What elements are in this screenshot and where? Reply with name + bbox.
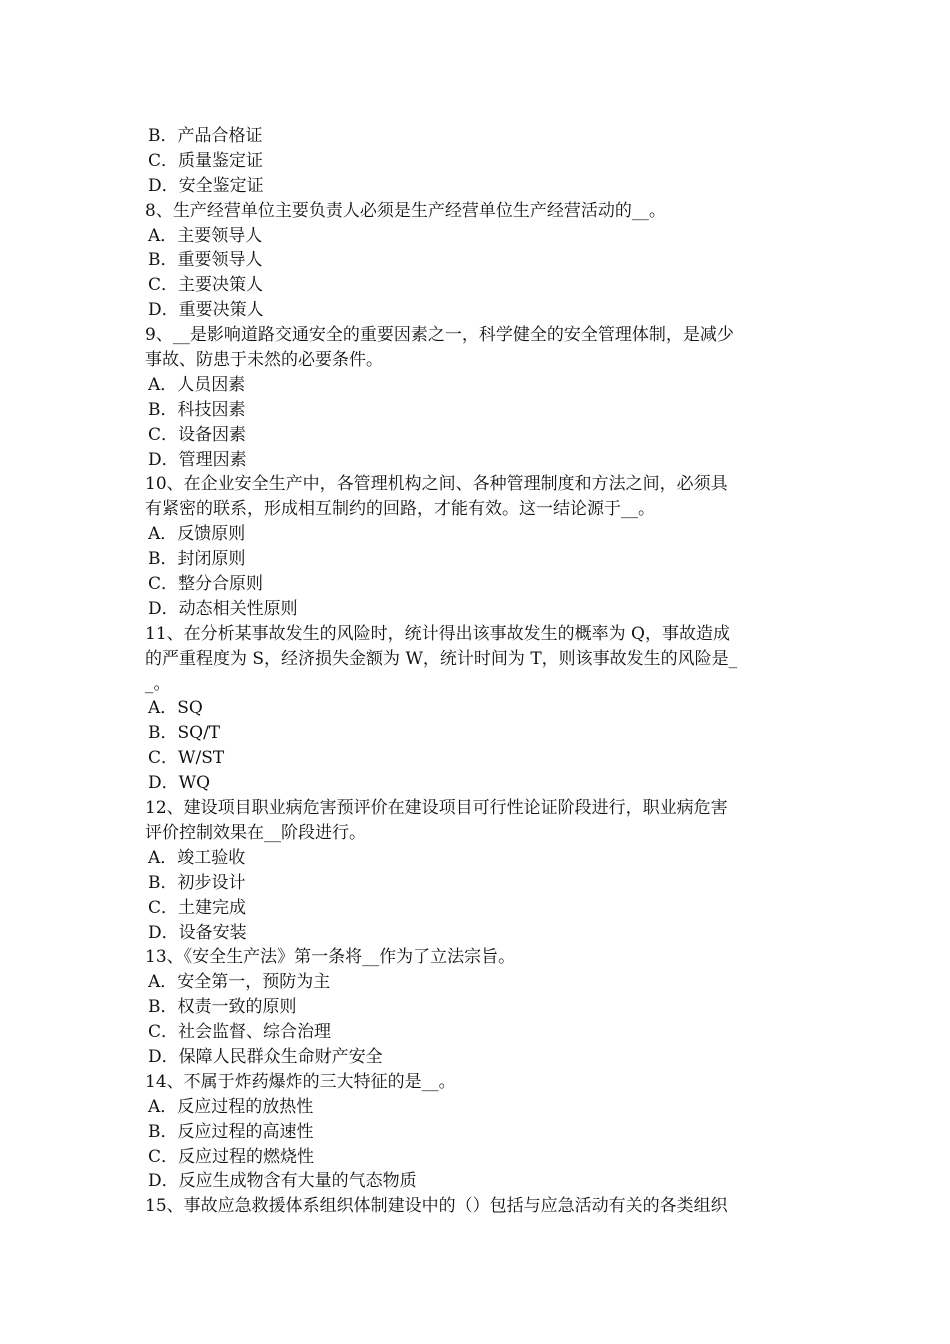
- answer-option: B．SQ/T: [148, 723, 221, 744]
- answer-option: D．保障人民群众生命财产安全: [148, 1046, 383, 1067]
- answer-option: C．W/ST: [148, 748, 225, 769]
- answer-option: B．封闭原则: [148, 549, 246, 570]
- answer-option: B．权责一致的原则: [148, 997, 297, 1018]
- answer-option: D．管理因素: [148, 449, 247, 470]
- question-text: 15、事故应急救援体系组织体制建设中的（）包括与应急活动有关的各类组织: [145, 1196, 728, 1217]
- answer-option: D．WQ: [148, 773, 211, 794]
- question-text: 11、在分析某事故发生的风险时，统计得出该事故发生的概率为 Q，事故造成: [145, 623, 730, 644]
- answer-option: C．土建完成: [148, 897, 247, 918]
- answer-option: A．SQ: [148, 698, 203, 719]
- answer-option: A．反馈原则: [148, 524, 246, 545]
- answer-option: D．安全鉴定证: [148, 175, 264, 196]
- answer-option: A．主要领导人: [148, 225, 263, 246]
- answer-option: D．设备安装: [148, 922, 247, 943]
- answer-option: B．产品合格证: [148, 126, 263, 146]
- answer-option: D．反应生成物含有大量的气态物质: [148, 1171, 417, 1192]
- question-text: 12、建设项目职业病危害预评价在建设项目可行性论证阶段进行，职业病危害: [145, 798, 728, 819]
- answer-option: A．人员因素: [148, 374, 246, 395]
- answer-option: A．安全第一，预防为主: [148, 972, 331, 993]
- answer-option: C．主要决策人: [148, 275, 264, 296]
- question-text: 14、不属于炸药爆炸的三大特征的是__。: [145, 1071, 456, 1092]
- answer-option: B．科技因素: [148, 399, 246, 420]
- question-text: 的严重程度为 S，经济损失金额为 W，统计时间为 T，则该事故发生的风险是_: [145, 648, 738, 669]
- question-text: _。: [145, 673, 171, 694]
- answer-option: B．初步设计: [148, 872, 246, 893]
- question-text: 9、__是影响道路交通安全的重要因素之一，科学健全的安全管理体制，是减少: [145, 325, 734, 346]
- answer-option: A．竣工验收: [148, 847, 246, 868]
- answer-option: B．反应过程的高速性: [148, 1121, 314, 1142]
- answer-option: C．社会监督、综合治理: [148, 1022, 332, 1043]
- question-text: 10、在企业安全生产中，各管理机构之间、各种管理制度和方法之间，必须具: [145, 474, 728, 495]
- question-text: 事故、防患于未然的必要条件。: [145, 350, 383, 371]
- answer-option: C．设备因素: [148, 424, 247, 445]
- question-text: 13、《安全生产法》第一条将__作为了立法宗旨。: [145, 947, 516, 968]
- answer-option: C．整分合原则: [148, 574, 264, 595]
- answer-option: C．质量鉴定证: [148, 150, 264, 171]
- answer-option: D．重要决策人: [148, 300, 264, 321]
- question-text: 8、生产经营单位主要负责人必须是生产经营单位生产经营活动的__。: [145, 200, 666, 221]
- document-page: [145, 124, 810, 1219]
- answer-option: A．反应过程的放热性: [148, 1096, 314, 1117]
- question-text: 评价控制效果在__阶段进行。: [145, 822, 366, 843]
- answer-option: C．反应过程的燃烧性: [148, 1146, 315, 1167]
- answer-option: B．重要领导人: [148, 250, 263, 271]
- question-text: 有紧密的联系，形成相互制约的回路，才能有效。这一结论源于__。: [145, 499, 655, 520]
- answer-option: D．动态相关性原则: [148, 598, 298, 619]
